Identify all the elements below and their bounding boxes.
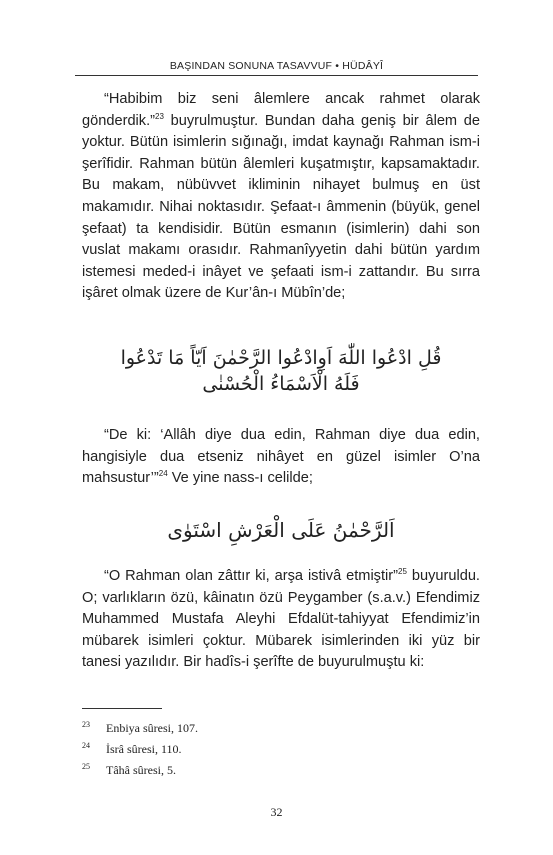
footnote-24	[82, 739, 472, 760]
footnote-number: 24	[82, 741, 90, 750]
footnote-number: 25	[82, 762, 90, 771]
paragraph-1-text-b: buyrulmuştur. Bundan daha geniş bir âlem de yoktur. Bütün isimlerin sığınağı, imdat kaynağı Rahman ism-i şerîfidir. Rahman bütün âlemleri kuşatmıştır, kapsamaktadır. Bu makam, nübüvvet ikliminin nihayet bulmuş en üst makamıdır. Nihai noktasıdır. Şefaat-ı âmmenin (büyük, genel şefaat) ta kendisidir. Bütün esmanın (isimlerin) dahi son vuslat makamı orasıdır. Rahmanîyyetin dahi bütün yardım istemesi meded-i inâyet ve şefaati ism-i zattandır. Bu sırra işâret olmak üzere de Kur’ân-ı Mübîn’de;	[82, 112, 480, 302]
paragraph-1-text-a: “Habibim biz seni âlemlere ancak rahmet olarak gönderdik.”	[82, 91, 480, 129]
paragraph-2	[82, 425, 480, 490]
footnote-ref-24[interactable]: 24	[158, 469, 168, 479]
paragraph-3-text-b: buyuruldu. O; varlıkların özü, kâinatın özü Peygamber (s.a.v.) Efendimiz Muhammed Mustafa Aleyhi Efdalüt-tahiyyat Efendimiz’in mübarek isimleri çoktur. Mübarek isimlerinden iki yüz bir tanesi yazılıdır. Bir hadîs-i şerîfte de buyurulmuştu ki:	[82, 568, 480, 671]
footnote-number: 23	[82, 720, 90, 729]
footnote-text: Enbiya sûresi, 107.	[106, 721, 198, 735]
header-divider	[75, 75, 478, 76]
footnotes	[82, 718, 472, 781]
page-number: 32	[270, 805, 283, 819]
footnote-ref-25[interactable]: 25	[398, 567, 407, 576]
footnote-23	[82, 718, 472, 739]
footnote-25	[82, 760, 472, 781]
paragraph-2-text-b: Ve yine nass-ı celilde;	[167, 470, 313, 487]
footnote-divider	[82, 708, 162, 709]
arabic-verse-1	[82, 345, 480, 397]
running-head: BAŞINDAN SONUNA TASAVVUF • HÜDÂYÎ	[169, 60, 384, 72]
footnote-text: Tâhâ sûresi, 5.	[106, 763, 176, 777]
paragraph-1	[82, 89, 480, 305]
arabic-verse-1-line-2: فَلَهُ الْاَسْمَاءُ الْحُسْنٰى	[202, 373, 360, 395]
footnote-ref-23[interactable]: 23	[155, 111, 164, 121]
paragraph-3-text-a: “O Rahman olan zâttır ki, arşa istivâ etmiştir”	[104, 568, 398, 584]
paragraph-3	[82, 566, 480, 674]
paragraph-2-text-a: “De ki: ‘Allâh diye dua edin, Rahman diye dua edin, hangisiyle dua etseniz nihâyet en güzel isimler O’na mahsustur’”	[82, 427, 480, 487]
arabic-verse-2: اَلرَّحْمٰنُ عَلَى الْعَرْشِ اسْتَوٰى	[167, 518, 395, 542]
arabic-verse-1-line-1: قُلِ ادْعُوا اللّٰهَ اَوِادْعُوا الرَّحْمٰنَ اَيّاً مَا تَدْعُوا	[120, 347, 442, 369]
footnote-text: İsrâ sûresi, 110.	[106, 742, 182, 756]
